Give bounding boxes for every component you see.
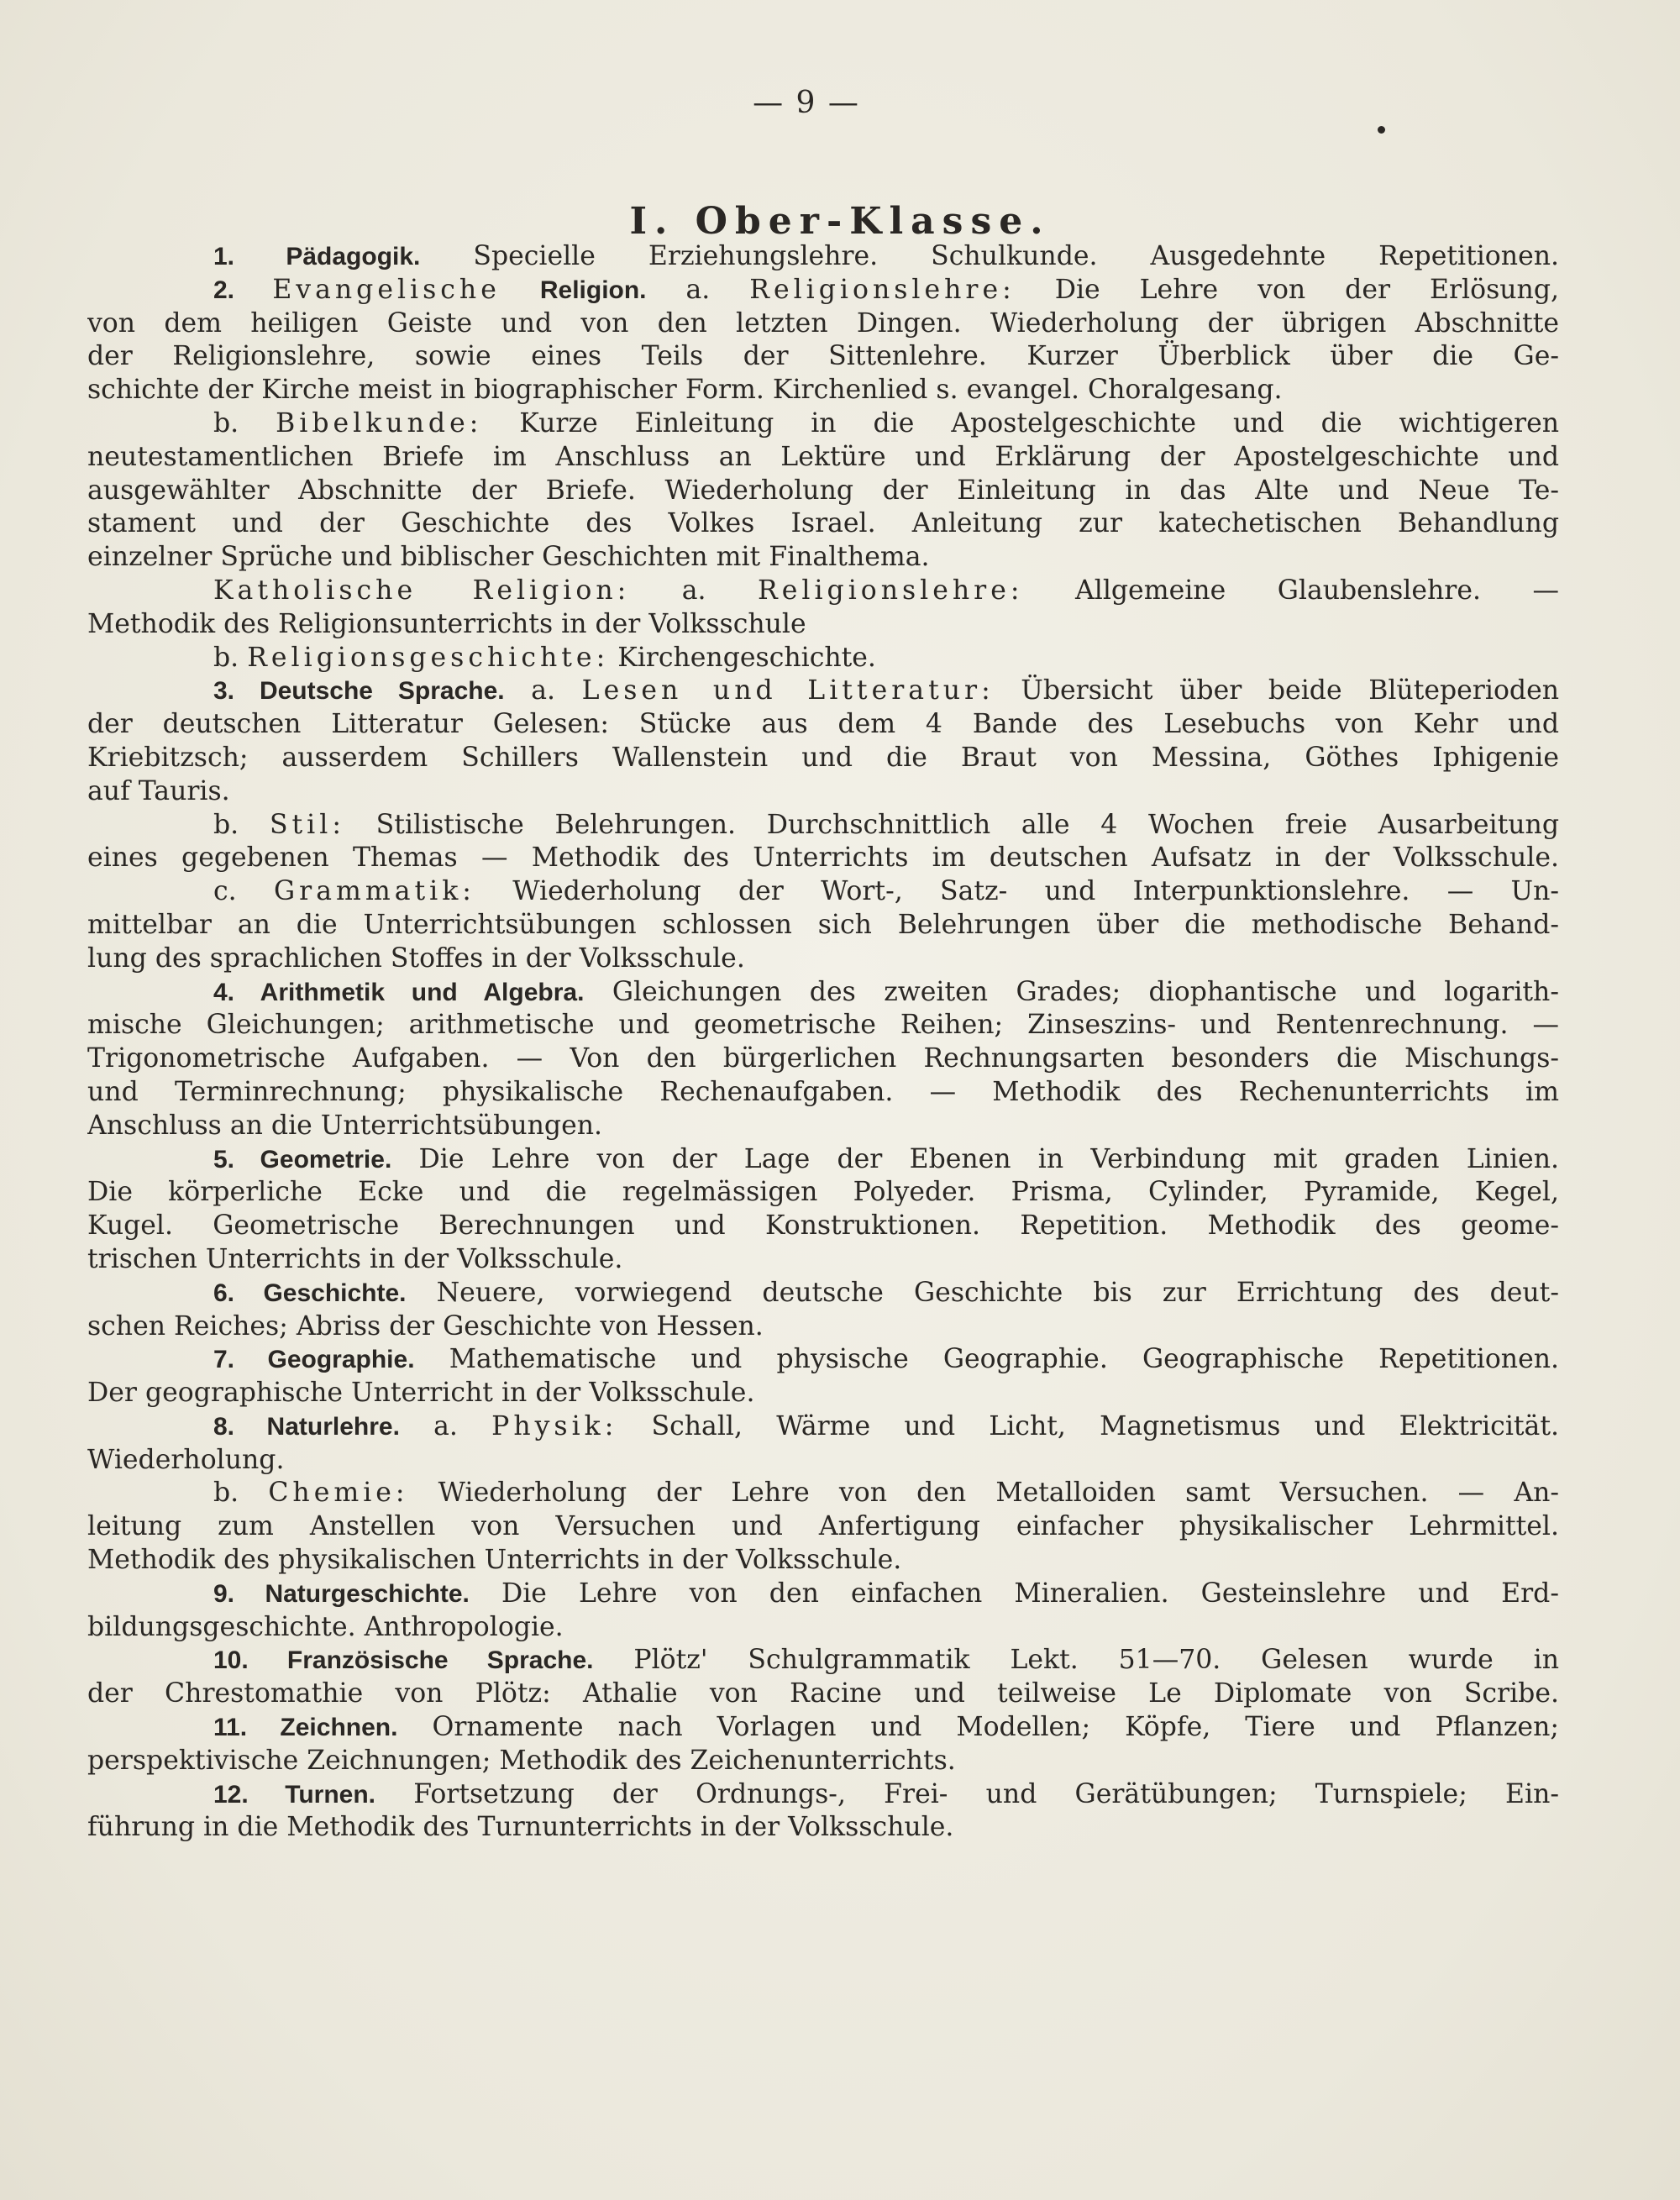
text-segment: a. bbox=[630, 575, 759, 606]
text-segment: b. bbox=[213, 407, 276, 438]
text-segment: Physik: bbox=[491, 1410, 618, 1441]
text-line bbox=[87, 708, 1559, 742]
text-segment: b. bbox=[213, 809, 270, 840]
text-line bbox=[87, 1042, 1559, 1076]
text-segment: von dem heiligen Geiste und von den letzten Dingen. Wiederholung der übrigen Abschnitte bbox=[87, 307, 1559, 339]
text-segment: Katholische Religion: bbox=[213, 575, 631, 606]
text-segment: Der geographische Unterricht in der Volksschule. bbox=[87, 1378, 755, 1409]
text-segment: mittelbar an die Unterrichtsübungen schlossen sich Belehrungen über die methodische Behand- bbox=[87, 909, 1559, 940]
text-segment: der Religionslehre, sowie eines Teils der Sittenlehre. Kurzer Überblick über die Ge- bbox=[87, 341, 1559, 372]
text-line bbox=[87, 809, 1559, 843]
text-segment: Wiederholung der Wort-, Satz- und Interpunktionslehre. — Un- bbox=[475, 876, 1559, 907]
text-segment: der Chrestomathie von Plötz: Athalie von Racine und teilweise Le Diplomate von Scribe. bbox=[87, 1678, 1559, 1709]
text-segment: stament und der Geschichte des Volkes Israel. Anleitung zur katechetischen Behandlung bbox=[87, 508, 1559, 539]
text-segment: Stil: bbox=[269, 809, 345, 840]
page-number: — 9 — bbox=[753, 86, 860, 120]
text-segment: auf Tauris. bbox=[87, 775, 230, 806]
text-line bbox=[87, 1510, 1559, 1544]
subject-title: 7. Geographie. bbox=[213, 1346, 415, 1374]
text-line bbox=[87, 1410, 1559, 1444]
text-line bbox=[87, 1778, 1559, 1812]
text-segment: der deutschen Litteratur Gelesen: Stücke aus dem 4 Bande des Lesebuchs von Kehr und bbox=[87, 709, 1559, 740]
text-segment: perspektivische Zeichnungen; Methodik des Zeichenunterrichts. bbox=[87, 1745, 956, 1776]
text-segment: b. bbox=[213, 1478, 269, 1509]
text-segment: Die Lehre von den einfachen Mineralien. Gesteinslehre und Erd- bbox=[469, 1578, 1559, 1609]
text-segment: ausgewählter Abschnitte der Briefe. Wiederholung der Einleitung in das Alte und Neue Te- bbox=[87, 475, 1559, 506]
text-segment: Kurze Einleitung in die Apostelgeschichte und die wichtigeren bbox=[482, 407, 1559, 438]
text-segment: trischen Unterrichts in der Volksschule. bbox=[87, 1243, 623, 1274]
text-segment: Mathematische und physische Geographie. Geographische Repetitionen. bbox=[414, 1344, 1559, 1375]
text-segment bbox=[501, 275, 540, 305]
text-segment: Übersicht über beide Blüteperioden bbox=[994, 675, 1559, 706]
text-line bbox=[87, 1477, 1559, 1510]
subject-title: 8. Naturlehre. bbox=[213, 1412, 400, 1441]
text-segment: Lesen und Litteratur: bbox=[581, 675, 995, 706]
text-segment: Neuere, vorwiegend deutsche Geschichte bis zur Errichtung des deut- bbox=[406, 1277, 1559, 1308]
text-segment: und Terminrechnung; physikalische Rechenaufgaben. — Methodik des Rechenunterrichts im bbox=[87, 1076, 1559, 1107]
text-segment: lung des sprachlichen Stoffes in der Volksschule. bbox=[87, 942, 745, 974]
text-segment: Trigonometrische Aufgaben. — Von den bürgerlichen Rechnungsarten besonders die Mischungs- bbox=[87, 1043, 1559, 1074]
text-segment: Chemie: bbox=[268, 1478, 409, 1509]
text-line bbox=[87, 909, 1559, 942]
text-line bbox=[87, 507, 1559, 541]
text-line bbox=[87, 1811, 1559, 1845]
text-segment: Evangelische bbox=[272, 274, 501, 305]
text-segment: Die Lehre von der Lage der Ebenen in Verbindung mit graden Linien. bbox=[391, 1143, 1559, 1174]
text-line bbox=[87, 1578, 1559, 1611]
text-line bbox=[87, 1745, 1559, 1778]
text-line bbox=[87, 1143, 1559, 1177]
text-segment: Religionsgeschichte: bbox=[247, 642, 610, 673]
text-segment: Wiederholung. bbox=[87, 1444, 285, 1475]
text-line bbox=[87, 1377, 1559, 1410]
subject-title: Religion. bbox=[539, 276, 647, 304]
subject-title: 10. Französische Sprache. bbox=[213, 1646, 594, 1675]
text-segment: bildungsgeschichte. Anthropologie. bbox=[87, 1611, 564, 1642]
text-segment: Ornamente nach Vorlagen und Modellen; Köpfe, Tiere und Pflanzen; bbox=[397, 1712, 1559, 1743]
text-line bbox=[87, 1343, 1559, 1377]
text-line bbox=[87, 274, 1559, 307]
text-segment: Wiederholung der Lehre von den Metalloiden samt Versuchen. — An- bbox=[408, 1478, 1559, 1509]
text-segment: Methodik des Religionsunterrichts in der Volksschule bbox=[87, 608, 806, 639]
text-segment: Die körperliche Ecke und die regelmässigen Polyeder. Prisma, Cylinder, Pyramide, Kegel, bbox=[87, 1177, 1559, 1208]
text-line bbox=[87, 307, 1559, 341]
text-line bbox=[87, 1243, 1559, 1277]
subject-title: 9. Naturgeschichte. bbox=[213, 1579, 470, 1608]
text-segment: mische Gleichungen; arithmetische und geometrische Reihen; Zinseszins- und Rentenrechnung. — bbox=[87, 1010, 1559, 1041]
text-segment: Die Lehre von der Erlösung, bbox=[1015, 274, 1559, 305]
text-segment: führung in die Methodik des Turnunterrichts in der Volksschule. bbox=[87, 1812, 954, 1843]
text-segment: Anschluss an die Unterrichtsübungen. bbox=[87, 1110, 603, 1141]
text-line bbox=[87, 608, 1559, 642]
text-segment: Specielle Erziehungslehre. Schulkunde. Ausgedehnte Repetitionen. bbox=[420, 241, 1559, 271]
text-line bbox=[87, 1711, 1559, 1745]
text-segment: c. bbox=[213, 876, 274, 907]
text-line bbox=[87, 1644, 1559, 1678]
text-segment: Grammatik: bbox=[273, 876, 475, 907]
text-segment: Bibelkunde: bbox=[276, 407, 483, 438]
text-line bbox=[87, 775, 1559, 809]
text-line bbox=[87, 1277, 1559, 1310]
subject-title: 3. Deutsche Sprache. bbox=[213, 677, 505, 706]
text-line bbox=[87, 340, 1559, 374]
curriculum-text bbox=[87, 240, 1559, 1845]
text-line bbox=[87, 1009, 1559, 1042]
text-segment: Methodik des physikalischen Unterrichts in der Volksschule. bbox=[87, 1545, 902, 1576]
subject-title: 2. bbox=[213, 276, 273, 304]
text-segment: Kriebitzsch; ausserdem Schillers Wallenstein und die Braut von Messina, Göthes Iphigenie bbox=[87, 742, 1559, 773]
text-line bbox=[87, 1611, 1559, 1645]
text-segment: a. bbox=[646, 274, 750, 305]
text-segment: Kirchengeschichte. bbox=[609, 642, 876, 673]
text-line bbox=[87, 976, 1559, 1010]
text-line bbox=[87, 875, 1559, 909]
text-line bbox=[87, 842, 1559, 875]
subject-title: 1. Pädagogik. bbox=[213, 243, 421, 270]
text-line bbox=[87, 541, 1559, 575]
text-segment: schen Reiches; Abriss der Geschichte von Hessen. bbox=[87, 1310, 764, 1342]
text-segment: Stilistische Belehrungen. Durchschnittlich alle 4 Wochen freie Ausarbeitung bbox=[344, 809, 1559, 840]
text-line bbox=[87, 1444, 1559, 1478]
text-line bbox=[87, 642, 1559, 675]
text-line bbox=[87, 374, 1559, 407]
text-line bbox=[87, 1076, 1559, 1110]
text-segment: Fortsetzung der Ordnungs-, Frei- und Gerätübungen; Turnspiele; Ein- bbox=[375, 1778, 1559, 1809]
ink-dot bbox=[1378, 126, 1385, 134]
text-segment: Schall, Wärme und Licht, Magnetismus und Elektricität. bbox=[617, 1410, 1559, 1441]
subject-title: 5. Geometrie. bbox=[213, 1145, 392, 1174]
text-segment: Kugel. Geometrische Berechnungen und Konstruktionen. Repetition. Methodik des geome- bbox=[87, 1210, 1559, 1242]
text-line bbox=[87, 942, 1559, 976]
text-line bbox=[87, 742, 1559, 775]
text-segment: Religionslehre: bbox=[758, 575, 1024, 606]
text-segment: Gleichungen des zweiten Grades; diophantische und logarith- bbox=[584, 976, 1559, 1007]
text-segment: leitung zum Anstellen von Versuchen und Anfertigung einfacher physikalischer Lehrmittel. bbox=[87, 1511, 1559, 1542]
text-line bbox=[87, 1210, 1559, 1243]
text-segment: eines gegebenen Themas — Methodik des Unterrichts im deutschen Aufsatz in der Volksschule. bbox=[87, 843, 1559, 874]
subject-title: 12. Turnen. bbox=[213, 1780, 375, 1809]
text-segment: einzelner Sprüche und biblischer Geschichten mit Finalthema. bbox=[87, 542, 930, 573]
text-line bbox=[87, 1176, 1559, 1210]
text-line bbox=[87, 441, 1559, 475]
subject-title: 11. Zeichnen. bbox=[213, 1714, 398, 1742]
text-line bbox=[87, 575, 1559, 608]
text-line bbox=[87, 1310, 1559, 1344]
text-segment: neutestamentlichen Briefe im Anschluss an Lektüre und Erklärung der Apostelgeschichte und bbox=[87, 441, 1559, 472]
text-segment: b. bbox=[213, 642, 248, 673]
text-segment: schichte der Kirche meist in biographischer Form. Kirchenlied s. evangel. Choralgesang. bbox=[87, 375, 1283, 406]
text-line bbox=[87, 240, 1559, 274]
subject-title: 4. Arithmetik und Algebra. bbox=[213, 978, 585, 1006]
section-heading: I. Ober-Klasse. bbox=[629, 200, 1051, 243]
text-line bbox=[87, 1544, 1559, 1578]
text-line bbox=[87, 675, 1559, 708]
text-segment: a. bbox=[504, 675, 582, 706]
text-line bbox=[87, 407, 1559, 441]
text-line bbox=[87, 1678, 1559, 1711]
text-line bbox=[87, 475, 1559, 508]
text-line bbox=[87, 1110, 1559, 1143]
text-segment: Allgemeine Glaubenslehre. — bbox=[1023, 575, 1559, 606]
text-segment: Plötz' Schulgrammatik Lekt. 51—70. Gelesen wurde in bbox=[593, 1645, 1559, 1676]
text-segment: Religionslehre: bbox=[749, 274, 1016, 305]
subject-title: 6. Geschichte. bbox=[213, 1279, 407, 1307]
text-segment: a. bbox=[399, 1410, 492, 1441]
